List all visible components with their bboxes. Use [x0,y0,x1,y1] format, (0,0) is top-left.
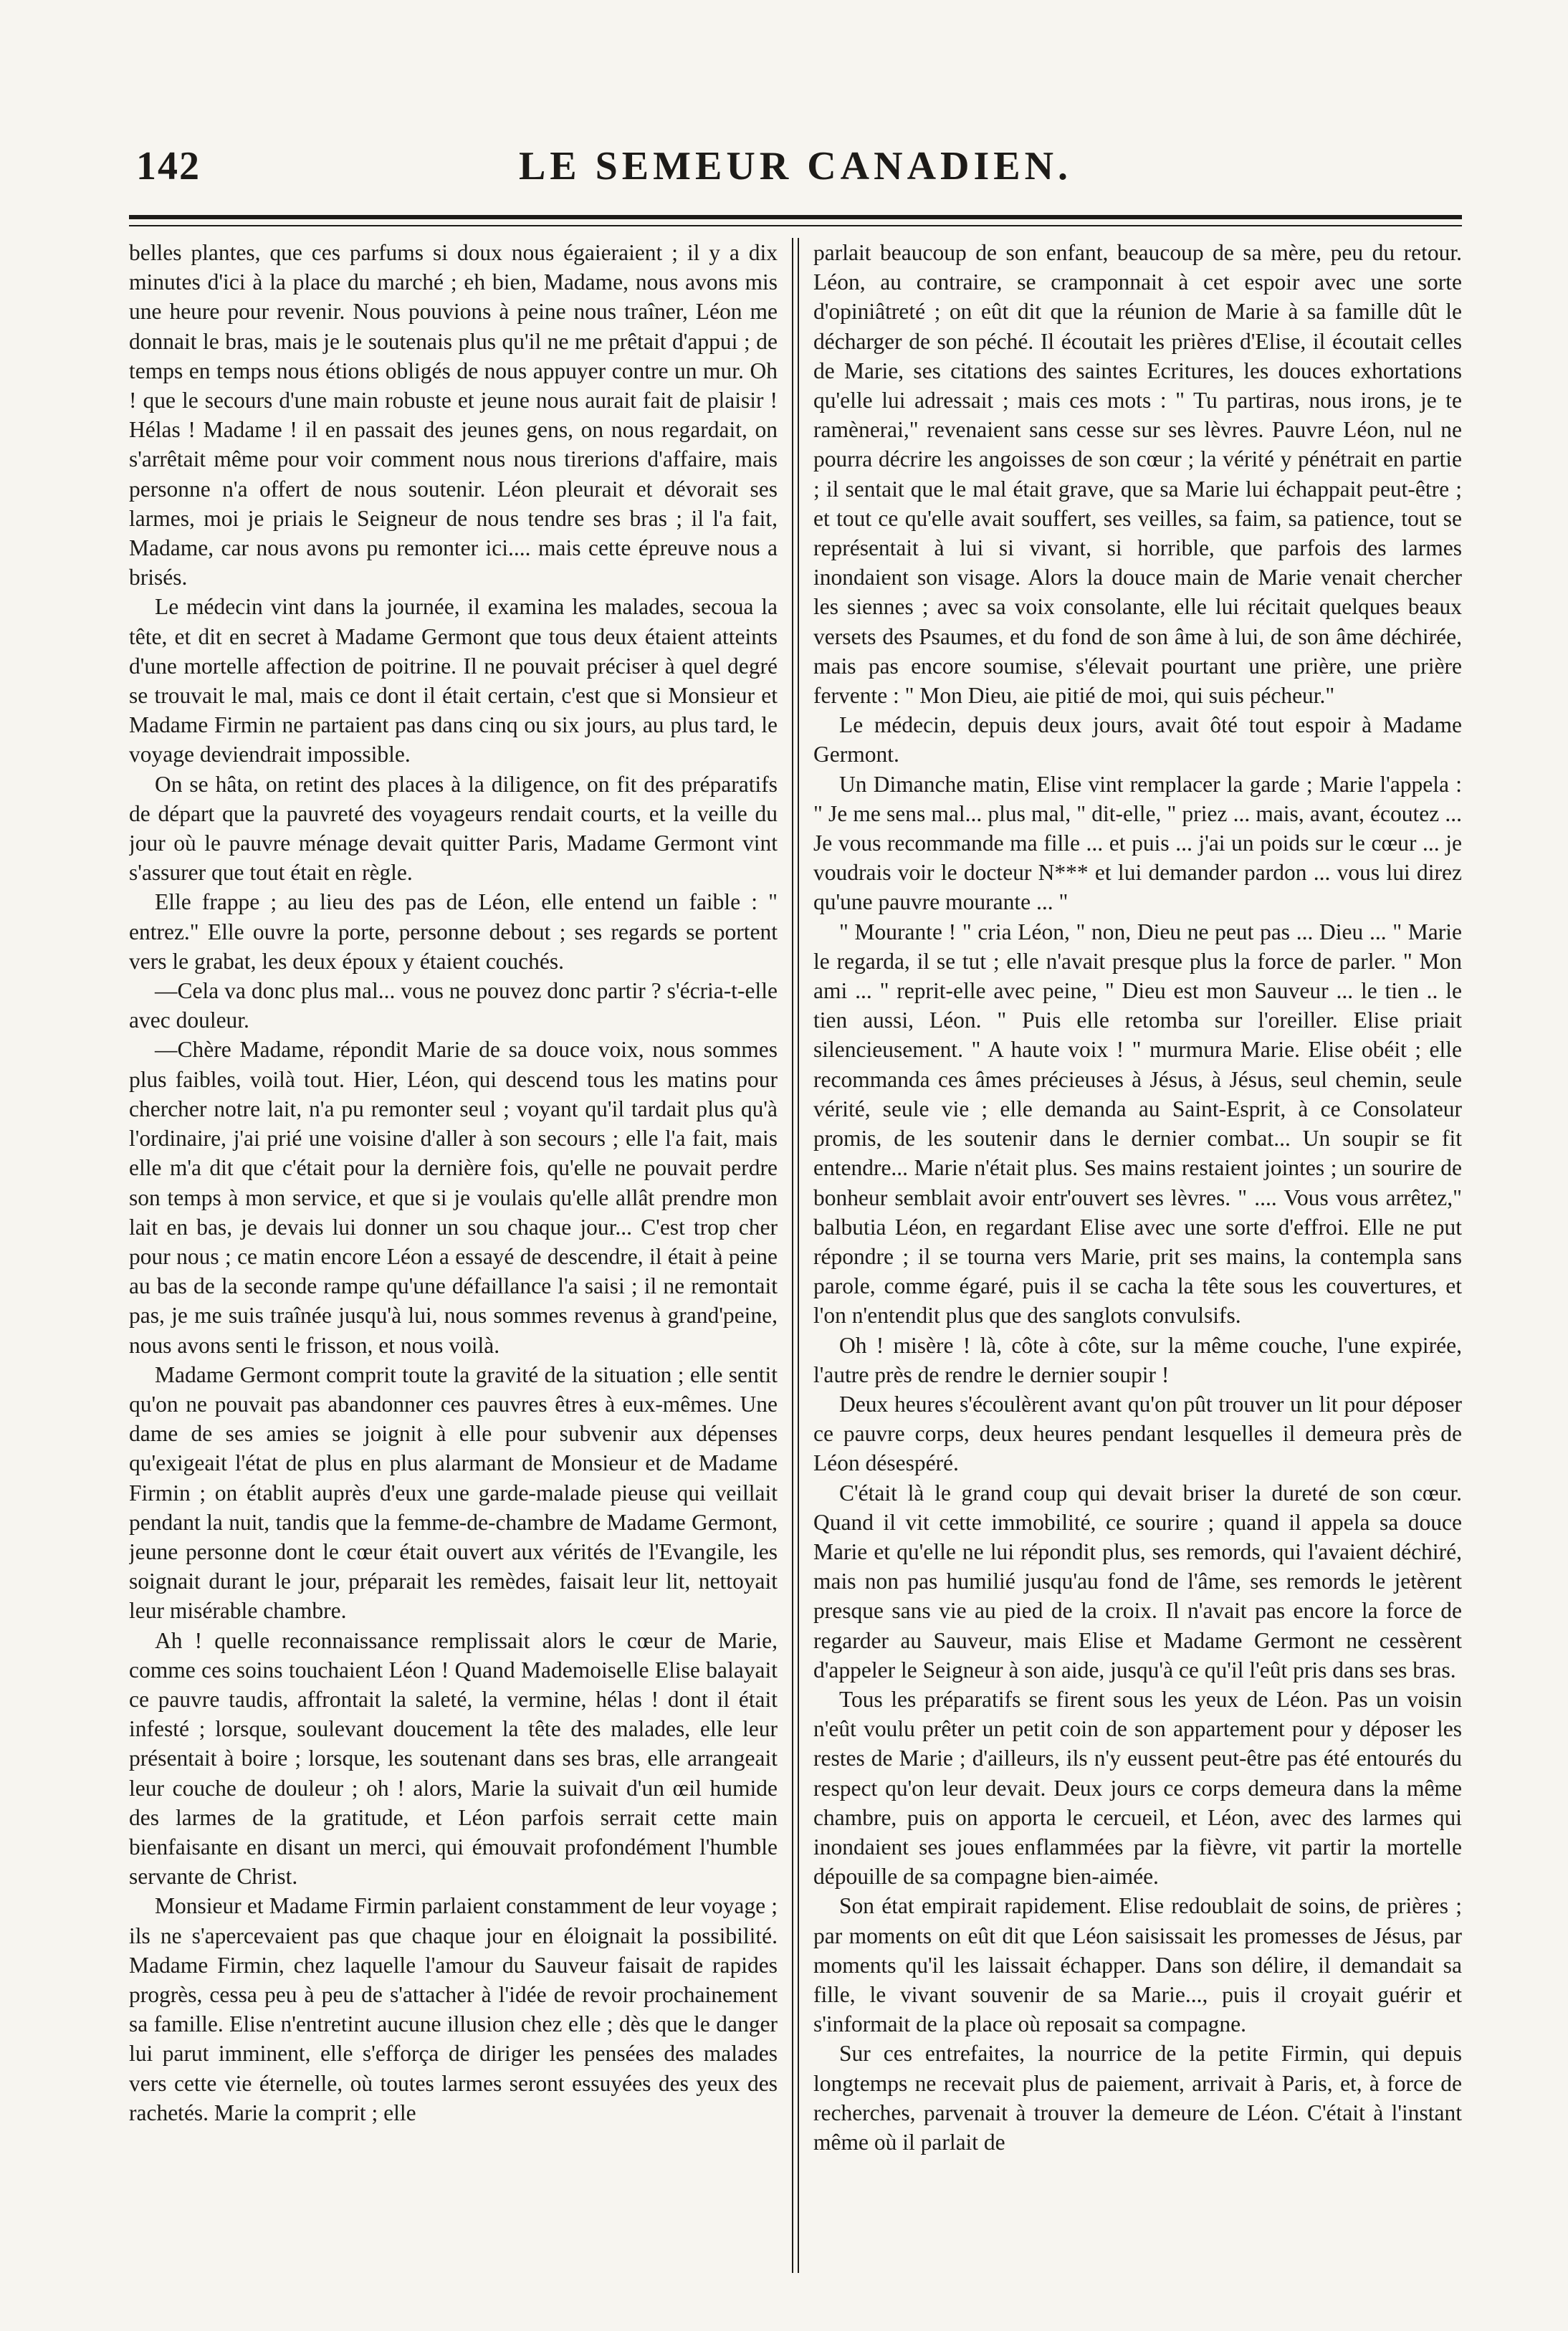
paragraph: " Mourante ! " cria Léon, " non, Dieu ne peut pas ... Dieu ... " Marie le regarda, il se tut ; elle n'avait presque plus la force de parler. " Mon ami ... " reprit-elle avec peine, " Dieu est mon Sauveur ... le tien .. le tien aussi, Léon. " Puis elle retomba sur l'oreiller. Elise priait silencieusement. " A haute voix ! " murmura Marie. Elise obéit ; elle recommanda ces âmes précieuses à Jésus, à Jésus, seul chemin, seule vérité, seule vie ; elle demanda au Saint-Esprit, à ce Consolateur promis, de les soutenir dans le dernier combat... Un soupir se fit entendre... Marie n'était plus. Ses mains restaient jointes ; un sourire de bonheur semblait avoir entr'ouvert ses lèvres. " .... Vous vous arrêtez," balbutia Léon, en regardant Elise avec une sorte d'effroi. Elle ne put répondre ; il se tourna vers Marie, prit ses mains, la contempla sans parole, comme égaré, puis il se cacha la tête sous les couvertures, et l'on n'entendit plus que des sanglots convulsifs. [813,919,1462,1329]
paragraph: Deux heures s'écoulèrent avant qu'on pût trouver un lit pour déposer ce pauvre corps, deux heures pendant lesquelles il demeura près de Léon désespéré. [813,1391,1462,1476]
header-rule-thin [129,225,1462,226]
paragraph: Sur ces entrefaites, la nourrice de la petite Firmin, qui depuis longtemps ne recevait plus de paiement, arrivait à Paris, et, à force de recherches, parvenait à trouver la demeure de Léon. C'était à l'instant même où il parlait de [813,2041,1462,2155]
paragraph: On se hâta, on retint des places à la diligence, on fit des préparatifs de départ que la pauvreté des voyageurs rendait courts, et la veille du jour où le pauvre ménage devait quitter Paris, Madame Germont vint s'assurer que tout était en règle. [129,771,778,886]
paragraph: parlait beaucoup de son enfant, beaucoup de sa mère, peu du retour. Léon, au contraire, se cramponnait à cet espoir avec une sorte d'opiniâtreté ; on eût dit que la réunion de Marie à sa famille dût le décharger de son péché. Il écoutait les prières d'Elise, il écoutait celles de Marie, ses citations des saintes Ecritures, les douces exhortations qu'elle lui adressait ; mais ces mots : " Tu partiras, nous irons, je te ramènerai," revenaient sans cesse sur ses lèvres. Pauvre Léon, nul ne pourra décrire les angoisses de son cœur ; la vérité y pénétrait en partie ; il sentait que le mal était grave, que sa Marie lui échappait peut-être ; et tout ce qu'elle avait souffert, ses veilles, sa faim, sa patience, tout se représentait à lui si vivant, si horrible, que parfois des larmes inondaient son visage. Alors la douce main de Marie venait chercher les siennes ; avec sa voix consolante, elle lui récitait quelques beaux versets des Psaumes, et du fond de son âme à lui, de son âme déchirée, mais pas encore soumise, s'élevait pourtant une prière, une prière fervente : " Mon Dieu, aie pitié de moi, qui suis pécheur." [813,240,1462,709]
paragraph: —Chère Madame, répondit Marie de sa douce voix, nous sommes plus faibles, voilà tout. Hier, Léon, qui descend tous les matins pour chercher notre lait, n'a pu remonter seul ; voyant qu'il tardait plus qu'à l'ordinaire, j'ai prié une voisine d'aller à son secours ; elle l'a fait, mais elle m'a dit que c'était pour la dernière fois, qu'elle ne pouvait perdre son temps à mon service, et que si je voulais qu'elle allât prendre mon lait en bas, je devais lui donner un sou chaque jour... C'est trop cher pour nous ; ce matin encore Léon a essayé de descendre, il était à peine au bas de la seconde rampe qu'une défaillance l'a saisi ; il ne remontait pas, je me suis traînée jusqu'à lui, nous sommes revenus à grand'peine, nous avons senti le frisson, et nous voilà. [129,1037,778,1358]
paragraph: Le médecin vint dans la journée, il examina les malades, secoua la tête, et dit en secret à Madame Germont que tous deux étaient atteints d'une mortelle affection de poitrine. Il ne pouvait préciser à quel degré se trouvait le mal, mais ce dont il était certain, c'est que si Monsieur et Madame Firmin ne partaient pas dans cinq ou six jours, au plus tard, le voyage deviendrait impossible. [129,594,778,767]
paragraph: Monsieur et Madame Firmin parlaient constamment de leur voyage ; ils ne s'apercevaient pas que chaque jour en éloignait la possibilité. Madame Firmin, chez laquelle l'amour du Sauveur faisait de rapides progrès, cessa peu à peu de s'attacher à l'idée de revoir prochainement sa famille. Elise n'entretint aucune illusion chez elle ; dès que le danger lui parut imminent, elle s'efforça de diriger les pensées des malades vers cette vie éternelle, où toutes larmes seront essuyées des yeux des rachetés. Marie la comprit ; elle [129,1893,778,2125]
right-column [813,238,1462,2273]
left-column [129,238,778,2273]
masthead-title: LE SEMEUR CANADIEN. [518,144,1073,188]
paragraph: Son état empirait rapidement. Elise redoublait de soins, de prières ; par moments on eût dit que Léon saisissait les promesses de Jésus, par moments qu'il les laissait échapper. Dans son délire, il demandait sa fille, le vivant souvenir de sa Marie..., puis il croyait guérir et s'informait de la place où reposait sa compagne. [813,1893,1462,2037]
article-columns [129,238,1462,2273]
paragraph: Tous les préparatifs se firent sous les yeux de Léon. Pas un voisin n'eût voulu prêter un petit coin de son appartement pour y déposer les restes de Marie ; d'ailleurs, ils n'y eussent peut-être pas été entourés du respect qu'on leur devait. Deux jours ce corps demeura dans la même chambre, puis on apporta le cercueil, et Léon, avec des larmes qui inondaient ses joues enflammées par la fièvre, vit partir la mortelle dépouille de sa compagne bien-aimée. [813,1686,1462,1890]
paragraph: Ah ! quelle reconnaissance remplissait alors le cœur de Marie, comme ces soins touchaient Léon ! Quand Mademoiselle Elise balayait ce pauvre taudis, affrontait la saleté, la vermine, hélas ! dont il était infesté ; lorsque, soulevant doucement la tête des malades, elle leur présentait à boire ; lorsque, les soutenant dans ses bras, elle arrangeait leur couche de douleur ; oh ! alors, Marie la suivait d'un œil humide des larmes de la gratitude, et Léon parfois serrait cette main bienfaisante en disant un merci, qui émouvait profondément l'humble servante de Christ. [129,1627,778,1890]
page-number: 142 [136,144,201,188]
paragraph: C'était là le grand coup qui devait briser la dureté de son cœur. Quand il vit cette immobilité, ce sourire ; quand il appela sa douce Marie et qu'elle ne lui répondit plus, ses remords, qui l'avaient déchiré, mais non pas humilié jusqu'au fond de l'âme, ses remords le jetèrent presque sans vie au pied de la croix. Il n'avait pas encore la force de regarder au Sauveur, mais Elise et Madame Germont ne cessèrent d'appeler le Seigneur à son aide, jusqu'à ce qu'il l'eût pris dans ses bras. [813,1480,1462,1683]
paragraph: Le médecin, depuis deux jours, avait ôté tout espoir à Madame Germont. [813,712,1462,767]
paragraph: belles plantes, que ces parfums si doux nous égaieraient ; il y a dix minutes d'ici à la place du marché ; eh bien, Madame, nous avons mis une heure pour revenir. Nous pouvions à peine nous traîner, Léon me donnait le bras, mais je le soutenais plus qu'il ne me prêtait d'appui ; de temps en temps nous étions obligés de nous appuyer contre un mur. Oh ! que le secours d'une main robuste et jeune nous aurait fait de plaisir ! Hélas ! Madame ! il en passait des jeunes gens, on nous regardait, on s'arrêtait même pour voir comment nous nous tirerions d'affaire, mais personne n'a offert de nous soutenir. Léon pleurait et dévorait ses larmes, moi je priais le Seigneur de nous tendre ses bras ; il l'a fait, Madame, car nous avons pu remonter ici.... mais cette épreuve nous a brisés. [129,240,778,590]
page-header [129,143,1462,208]
paragraph: —Cela va donc plus mal... vous ne pouvez donc partir ? s'écria-t-elle avec douleur. [129,978,778,1033]
paragraph: Oh ! misère ! là, côte à côte, sur la même couche, l'une expirée, l'autre près de rendre le dernier soupir ! [813,1332,1462,1387]
paragraph: Madame Germont comprit toute la gravité de la situation ; elle sentit qu'on ne pouvait pas abandonner ces pauvres êtres à eux-mêmes. Une dame de ses amies se joignit à elle pour subvenir aux dépenses qu'exigeait l'état de plus en plus alarmant de Monsieur et de Madame Firmin ; on établit auprès d'eux une garde-malade pieuse qui veillait pendant la nuit, tandis que la femme-de-chambre de Madame Germont, jeune personne dont le cœur était ouvert aux vérités de l'Evangile, les soignait durant le jour, préparait les remèdes, faisait leur lit, nettoyait leur misérable chambre. [129,1361,778,1624]
column-divider [792,238,799,2273]
header-rule-thick [129,215,1462,219]
paragraph: Un Dimanche matin, Elise vint remplacer la garde ; Marie l'appela : " Je me sens mal... plus mal, " dit-elle, " priez ... mais, avant, écoutez ... Je vous recommande ma fille ... et puis ... j'ai un poids sur le cœur ... je voudrais voir le docteur N*** et lui demander pardon ... vous lui direz qu'une pauvre mourante ... " [813,771,1462,915]
paragraph: Elle frappe ; au lieu des pas de Léon, elle entend un faible : " entrez." Elle ouvre la porte, personne debout ; ses regards se portent vers le grabat, les deux époux y étaient couchés. [129,889,778,974]
